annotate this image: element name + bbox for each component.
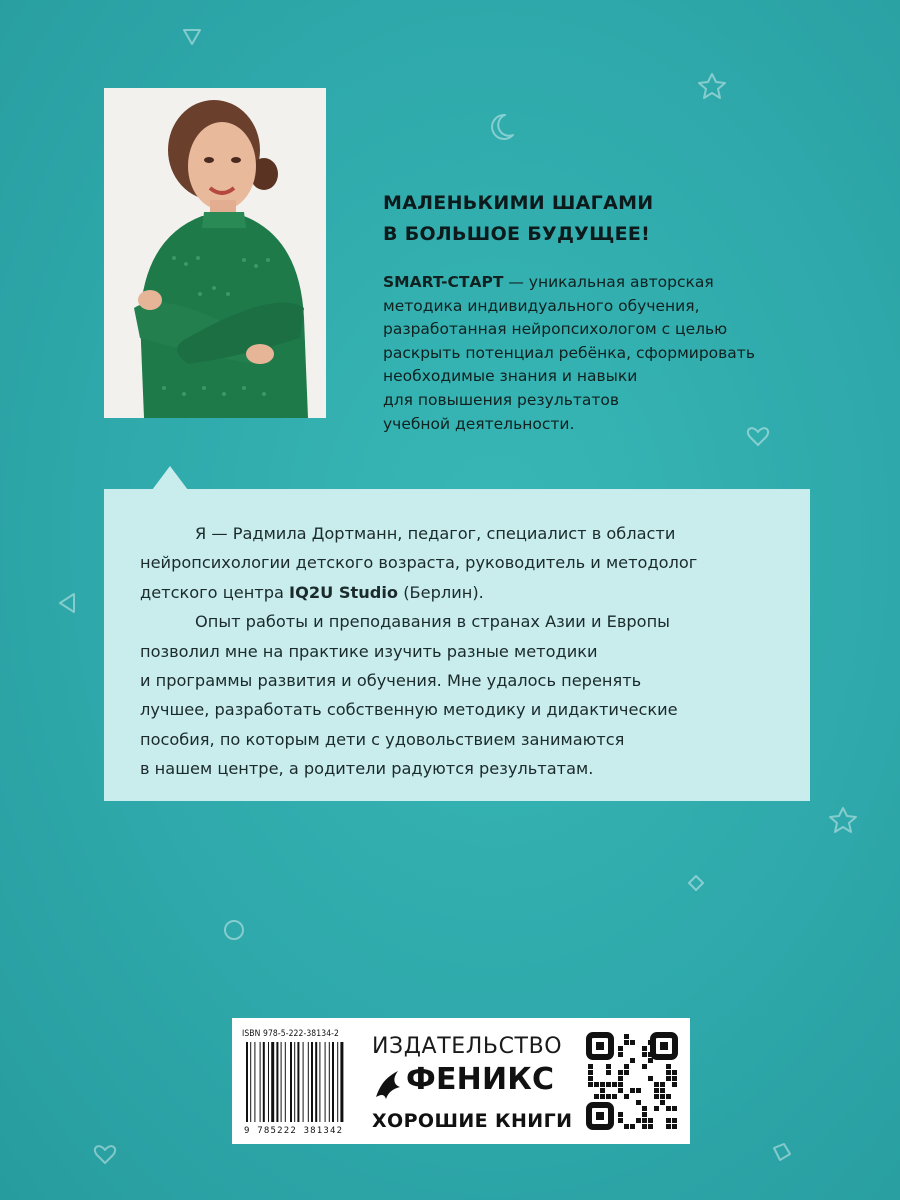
barcode-digits: 9 785222 381342 bbox=[244, 1126, 344, 1136]
star-icon bbox=[699, 74, 725, 98]
star-icon bbox=[830, 808, 856, 832]
lead-line-5: необходимые знания и навыки bbox=[383, 367, 638, 386]
bio-text: детского центра bbox=[140, 582, 290, 602]
bio-line bbox=[140, 578, 780, 607]
iq2u-studio-brand: IQ2U Studio bbox=[289, 582, 399, 602]
publisher-name: ФЕНИКС bbox=[406, 1062, 555, 1097]
lead-line-2: методика индивидуального обучения, bbox=[383, 296, 700, 315]
bio-line: в нашем центре, а родители радуются результатам. bbox=[140, 759, 594, 779]
bio-line: пособия, по которым дети с удовольствием занимаются bbox=[140, 729, 625, 749]
headline bbox=[383, 188, 853, 250]
isbn-number: ISBN 978-5-222-38134-2 bbox=[242, 1029, 339, 1039]
headline-line-2: В БОЛЬШОЕ БУДУЩЕЕ! bbox=[383, 223, 651, 245]
lead-line-6: для повышения результатов bbox=[383, 390, 620, 409]
bio-line: и программы развития и обучения. Мне удалось перенять bbox=[140, 671, 642, 691]
publisher-slogan: ХОРОШИЕ КНИГИ bbox=[372, 1110, 573, 1132]
lead-line-3: разработанная нейропсихологом с целью bbox=[383, 320, 728, 339]
lead-line-1 bbox=[383, 271, 853, 295]
author-bio bbox=[140, 519, 780, 784]
barcode bbox=[242, 1042, 362, 1126]
bio-line: позволил мне на практике изучить разные методики bbox=[140, 641, 598, 661]
lead-line-1-text: — уникальная авторская bbox=[503, 273, 714, 291]
lead-line-4: раскрыть потенциал ребёнка, сформировать bbox=[383, 343, 755, 362]
diamond-icon bbox=[774, 1144, 790, 1160]
author-photo bbox=[104, 88, 326, 418]
publisher-label: ИЗДАТЕЛЬСТВО bbox=[372, 1034, 563, 1059]
speech-bubble-tail bbox=[152, 466, 188, 490]
smart-start-brand: SMART-СТАРТ bbox=[383, 273, 504, 291]
lead-paragraph bbox=[383, 271, 853, 436]
phoenix-logo-icon bbox=[372, 1067, 402, 1101]
bio-line: нейропсихологии детского возраста, руководитель и методолог bbox=[140, 553, 698, 573]
diamond-icon bbox=[689, 876, 703, 890]
qr-code bbox=[584, 1030, 680, 1132]
bio-text: (Берлин). bbox=[398, 582, 484, 602]
triangle-icon bbox=[184, 30, 200, 44]
circle-icon bbox=[225, 921, 243, 939]
triangle-icon bbox=[60, 594, 74, 612]
bio-line: лучшее, разработать собственную методику и дидактические bbox=[140, 700, 678, 720]
lead-line-7: учебной деятельности. bbox=[383, 414, 575, 433]
heart-icon bbox=[95, 1146, 115, 1163]
headline-line-1: МАЛЕНЬКИМИ ШАГАМИ bbox=[383, 192, 654, 214]
bio-line: Я — Радмила Дортманн, педагог, специалист в области bbox=[195, 524, 676, 543]
moon-icon bbox=[492, 115, 513, 139]
publisher-box bbox=[232, 1018, 690, 1144]
bio-line: Опыт работы и преподавания в странах Азии и Европы bbox=[195, 612, 670, 632]
